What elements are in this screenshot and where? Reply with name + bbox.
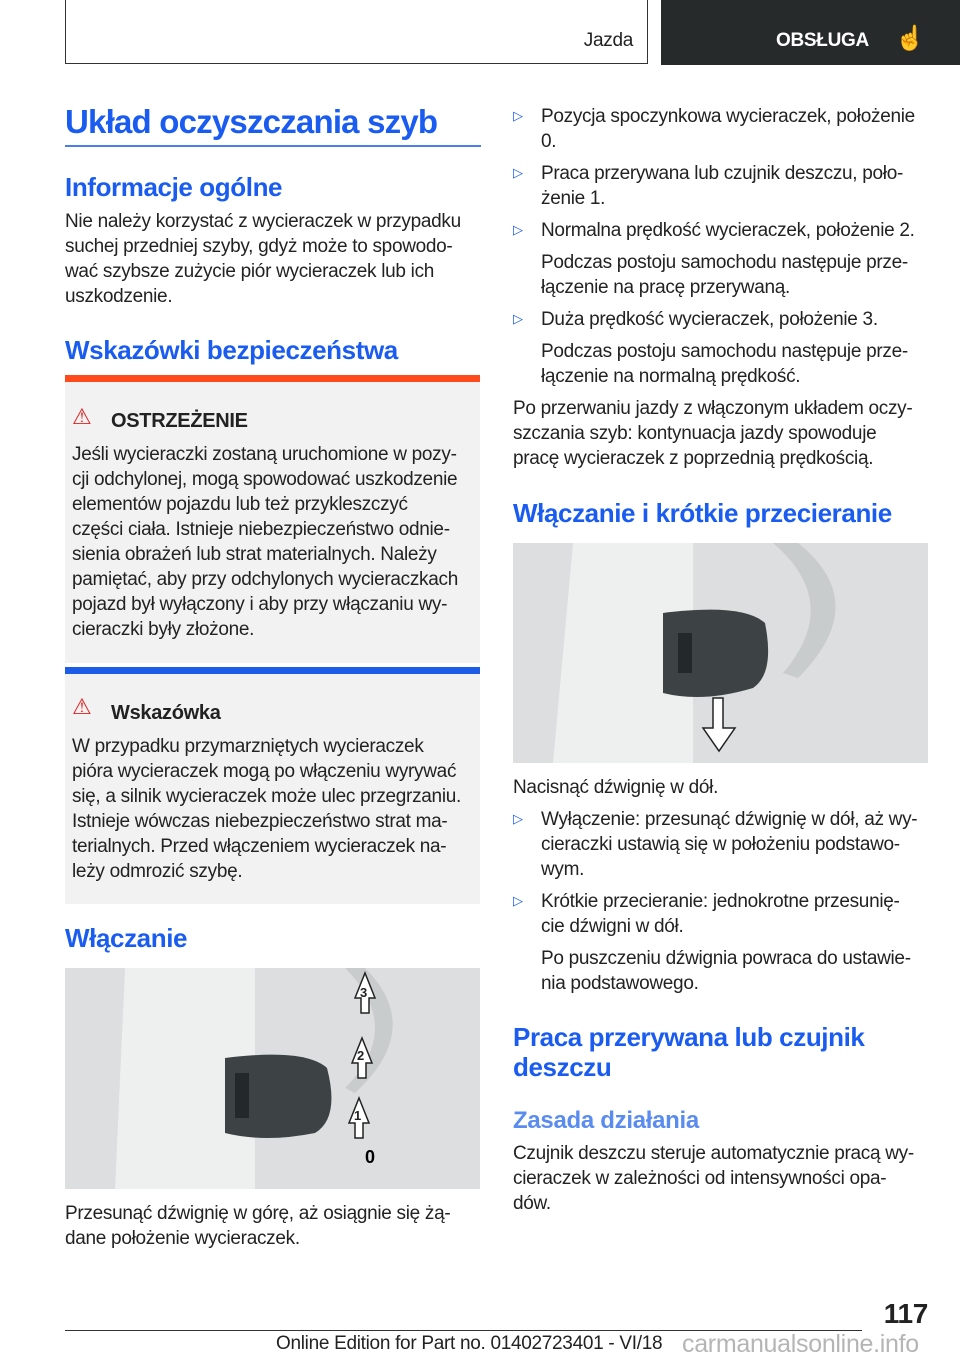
bullet-triangle-icon: ▷ — [513, 811, 523, 826]
general-text: Nie należy korzystać z wycieraczek w przypadku suchej przedniej szyby, gdyż może to spowodo- wać szybsze zużycie piór wycieraczek lub ich uszkodzenie. — [65, 211, 461, 307]
position-label-2: 2 — [357, 1048, 364, 1063]
bullet-triangle-icon: ▷ — [513, 311, 523, 326]
header-section-label: Jazda — [583, 30, 633, 51]
wiper-lever-down-figure — [513, 543, 928, 763]
rain-heading: Praca przerywana lub czujnik deszczu — [513, 1022, 865, 1082]
position-label-1: 1 — [354, 1108, 361, 1123]
header-chapter-tab[interactable] — [661, 0, 960, 65]
brief-text: Nacisnąć dźwignię w dół. — [513, 777, 719, 798]
warning-box — [65, 375, 480, 663]
list-item: ▷ Praca przerywana lub czujnik deszczu, poło- żenie 1. — [513, 163, 903, 209]
bullet-triangle-icon: ▷ — [513, 108, 523, 123]
warning-icon: ⚠ — [72, 694, 92, 719]
title-underline — [65, 145, 481, 147]
rain-text: Czujnik deszczu steruje automatycznie pracą wy- cieraczek w zależności od intensywności opa- dów. — [513, 1143, 914, 1214]
list-item: ▷ Krótkie przecieranie: jednokrotne przesunię- cie dźwigni w dół. — [513, 891, 900, 937]
list-item-note: Po puszczeniu dźwignia powraca do ustawie- nia podstawowego. — [541, 948, 911, 994]
note-text: W przypadku przymarzniętych wycieraczek pióra wycieraczek mogą po włączeniu wyrywać się, a silnik wycieraczek może ulec przegrzaniu. Istnieje wówczas niebezpieczeństwo strat ma- terialnych. Przed włączeniem wycieraczek na- leży odmrozić szybę. — [72, 736, 461, 882]
page-number: 117 — [883, 1298, 928, 1329]
list-item: ▷ Pozycja spoczynkowa wycieraczek, położenie 0. — [513, 106, 915, 152]
brief-section — [513, 775, 933, 996]
safety-heading: Wskazówki bezpieczeństwa — [65, 335, 398, 365]
list-item: ▷ Wyłączenie: przesunąć dźwignię w dół, aż wy- cieraczki ustawią się w położeniu podstawo- wym. — [513, 809, 918, 880]
list-item: ▷ Duża prędkość wycieraczek, położenie 3. — [513, 309, 878, 330]
hand-pointer-icon: ☝ — [895, 25, 925, 52]
bullet-triangle-icon: ▷ — [513, 893, 523, 908]
note-box — [65, 667, 480, 904]
footer-edition: Online Edition for Part no. 01402723401 - VI/18 — [276, 1333, 663, 1354]
position-label-0: 0 — [365, 1147, 375, 1167]
general-heading: Informacje ogólne — [65, 172, 283, 202]
switching-on-heading: Włączanie — [65, 923, 188, 953]
bullet-triangle-icon: ▷ — [513, 222, 523, 237]
warning-text: Jeśli wycieraczki zostaną uruchomione w pozy- cji odchylonej, mogą spowodować uszkodzenie elementów pojazdu lub też przykleszczyć części ciała. Istnieje niebezpieczeństwo odnie- sienia obrażeń lub strat materialnych. Należy pamiętać, aby przy odchylonych wycieraczkach pojazd był wyłączony i aby przy włączaniu wy- cieraczki były złożone. — [72, 444, 458, 640]
page-title: Układ oczyszczania szyb — [65, 103, 438, 140]
position-label-3: 3 — [360, 985, 367, 1000]
switching-on-text: Przesunąć dźwignię w górę, aż osiągnie się żą- dane położenie wycieraczek. — [65, 1203, 451, 1249]
footer-watermark[interactable]: carmanualsonline.info — [682, 1330, 919, 1358]
list-item-note: Podczas postoju samochodu następuje prze- łączenie na pracę przerywaną. — [541, 252, 908, 298]
header-chapter-label: OBSŁUGA — [776, 30, 869, 51]
wiper-lever-up-figure — [65, 968, 480, 1189]
rain-subheading: Zasada działania — [513, 1107, 699, 1134]
warning-label: OSTRZEŻENIE — [111, 410, 248, 432]
header-section-tab[interactable] — [65, 0, 648, 64]
warning-icon: ⚠ — [72, 404, 92, 429]
brief-heading: Włączanie i krótkie przecieranie — [513, 498, 892, 528]
interrupt-text: Po przerwaniu jazdy z włączonym układem oczy- szczania szyb: kontynuacja jazdy spowoduje pracę wycieraczek z poprzednią prędkością. — [513, 398, 913, 469]
positions-list — [513, 104, 933, 471]
list-item-note: Podczas postoju samochodu następuje prze- łączenie na normalną prędkość. — [541, 341, 908, 387]
list-item: ▷ Normalna prędkość wycieraczek, położenie 2. — [513, 220, 915, 241]
bullet-triangle-icon: ▷ — [513, 165, 523, 180]
note-label: Wskazówka — [111, 702, 221, 724]
